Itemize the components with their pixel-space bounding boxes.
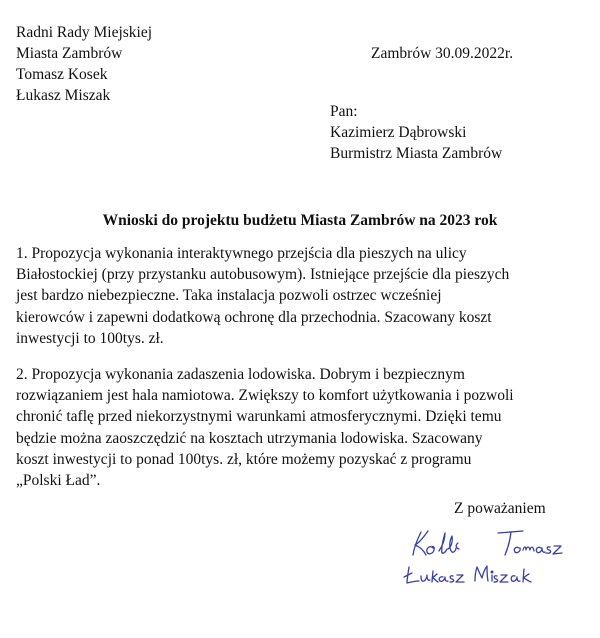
sender-block: [16, 22, 152, 106]
sender-line: Miasta Zambrów: [16, 45, 123, 62]
recipient-line: Kazimierz Dąbrowski: [330, 124, 467, 141]
signature-tomasz-kosek: [413, 531, 562, 555]
sender-line: Tomasz Kosek: [16, 66, 108, 83]
sender-line: Radni Rady Miejskiej: [16, 24, 153, 41]
paragraph-line: będzie można zaoszczędzić na kosztach utrzymania lodowiska. Szacowany: [16, 429, 483, 447]
paragraph-line: koszt inwestycji to ponad 100tys. zł, które możemy pozyskać z programu: [16, 450, 472, 468]
recipient-line: Burmistrz Miasta Zambrów: [330, 145, 503, 162]
paragraph-line: Białostockiej (przy przystanku autobusowym). Istniejące przejście dla pieszych: [16, 266, 510, 284]
closing-phrase: Z poważaniem: [454, 500, 546, 517]
recipient-line: Pan:: [330, 103, 358, 120]
sender-line: Łukasz Miszak: [16, 87, 111, 104]
recipient-block: [330, 101, 502, 164]
document-title: Wnioski do projektu budżetu Miasta Zambrów na 2023 rok: [102, 212, 498, 229]
paragraph-line: 2. Propozycja wykonania zadaszenia lodowiska. Dobrym i bezpiecznym: [16, 366, 465, 383]
paragraph-line: jest bardzo niebezpieczne. Taka instalacja pozwoli ostrzec wcześniej: [16, 287, 442, 305]
proposal-paragraph-1: [16, 243, 586, 349]
paragraph-line: inwestycji to 100tys. zł.: [16, 329, 164, 347]
paragraph-line: rozwiązaniem jest hala namiotowa. Zwiększy to komfort użytkowania i pozwoli: [16, 387, 514, 405]
signatures-area: [395, 518, 595, 598]
paragraph-line: „Polski Ład”.: [16, 472, 101, 490]
signatures-drawing: [395, 518, 595, 598]
paragraph-line: chronić taflę przed niekorzystnymi warunkami atmosferycznymi. Dzięki temu: [16, 408, 502, 426]
paragraph-line: 1. Propozycja wykonania interaktywnego przejścia dla pieszych na ulicy: [16, 245, 467, 262]
signature-lukasz-miszak: [404, 566, 531, 583]
proposal-paragraph-2: [16, 364, 586, 491]
paragraph-line: kierowców i zapewni dodatkową ochronę dla przechodnia. Szacowany koszt: [16, 308, 492, 326]
document-date: Zambrów 30.09.2022r.: [371, 45, 514, 62]
